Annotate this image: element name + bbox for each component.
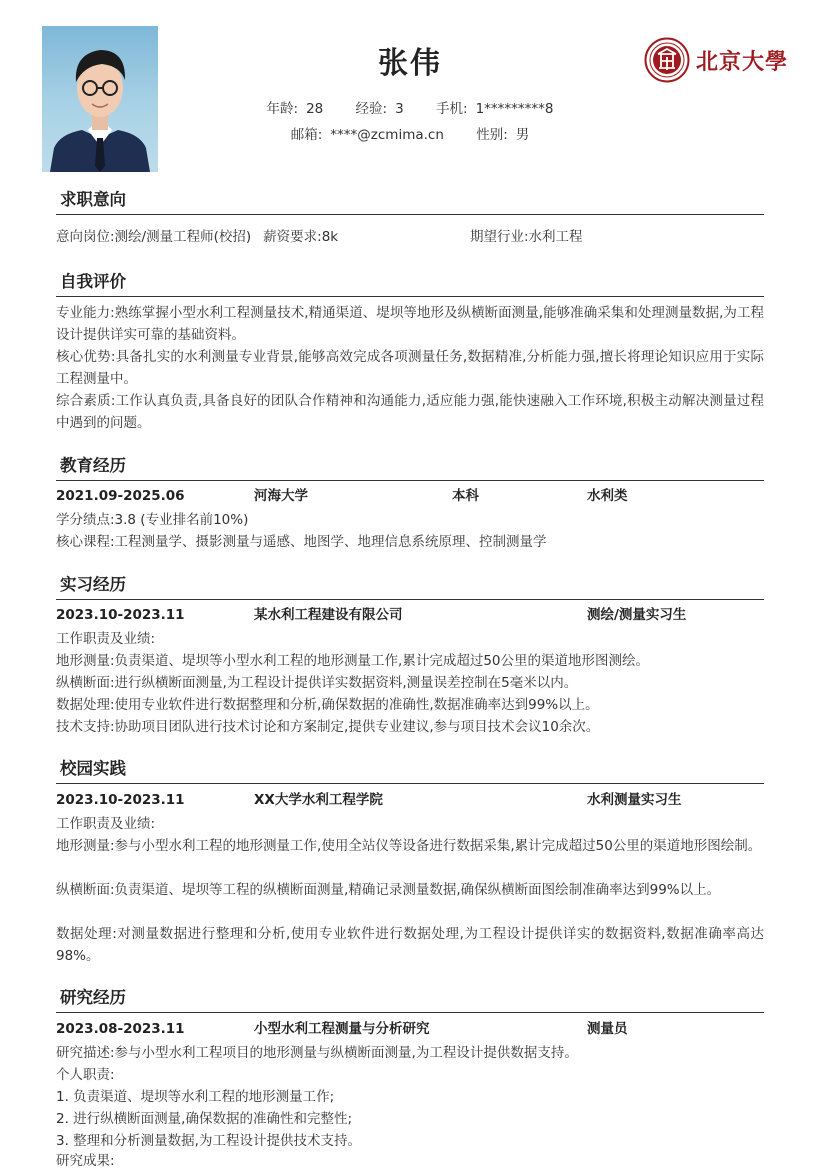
education-school: 河海大学 <box>254 488 308 504</box>
email-value: ****@zcmima.cn <box>330 127 444 143</box>
section-title-internship: 实习经历 <box>56 573 764 600</box>
campus-header-row <box>56 789 764 811</box>
intent-salary: 薪资要求:8k <box>263 229 339 245</box>
self-eval-paragraph: 综合素质:工作认真负责,具备良好的团队合作精神和沟通能力,适应能力强,能快速融入工作环境,积极主动解决测量过程中遇到的问题。 <box>56 393 764 431</box>
research-line: 3. 整理和分析测量数据,为工程设计提供技术支持。 <box>56 1133 361 1149</box>
research-header-row <box>56 1018 764 1040</box>
intent-line <box>56 226 764 248</box>
gender-label: 性别: <box>476 127 508 143</box>
experience-label: 经验: <box>355 101 388 117</box>
campus-line: 数据处理:对测量数据进行整理和分析,使用专业软件进行数据处理,为工程设计提供详实的数据资料,数据准确率高达98%。 <box>56 926 764 964</box>
research-line: 2. 进行纵横断面测量,确保数据的准确性和完整性; <box>56 1111 353 1127</box>
research-line: 研究描述:参与小型水利工程项目的地形测量与纵横断面测量,为工程设计提供数据支持。 <box>56 1045 578 1061</box>
education-line: 学分绩点:3.8 (专业排名前10%) <box>56 512 249 528</box>
candidate-name: 张伟 <box>378 46 442 81</box>
education-major: 水利类 <box>587 488 628 504</box>
campus-line: 工作职责及业绩: <box>56 816 156 832</box>
internship-line: 地形测量:负责渠道、堤坝等小型水利工程的地形测量工作,累计完成超过50公里的渠道地形图测绘。 <box>56 653 650 669</box>
campus-org: XX大学水利工程学院 <box>254 792 383 808</box>
research-project: 小型水利工程测量与分析研究 <box>254 1021 430 1037</box>
self-eval-paragraph: 专业能力:熟练掌握小型水利工程测量技术,精通渠道、堤坝等地形及纵横断面测量,能够准确采集和处理测量数据,为工程设计提供详实可靠的基础资料。 <box>56 305 764 343</box>
education-degree: 本科 <box>452 488 479 504</box>
internship-line: 技术支持:协助项目团队进行技术讨论和方案制定,提供专业建议,参与项目技术会议10余次。 <box>56 719 600 735</box>
education-period: 2021.09-2025.06 <box>56 488 185 504</box>
basic-info-row-2 <box>150 123 670 143</box>
section-title-self-eval: 自我评价 <box>56 270 764 297</box>
self-eval-paragraph: 核心优势:具备扎实的水利测量专业背景,能够高效完成各项测量任务,数据精准,分析能力强,擅长将理论知识应用于实际工程测量中。 <box>56 349 764 387</box>
research-line: 研究成果: <box>56 1153 115 1169</box>
university-logo <box>644 36 794 84</box>
basic-info-row-1 <box>150 97 670 117</box>
internship-header-row <box>56 604 764 626</box>
internship-line: 数据处理:使用专业软件进行数据整理和分析,确保数据的准确性,数据准确率达到99%以上。 <box>56 697 599 713</box>
internship-company: 某水利工程建设有限公司 <box>254 607 403 623</box>
intent-industry: 期望行业:水利工程 <box>470 229 583 245</box>
research-role: 测量员 <box>587 1021 628 1037</box>
gender-value: 男 <box>515 127 530 143</box>
section-title-education: 教育经历 <box>56 454 764 481</box>
section-title-intent: 求职意向 <box>56 188 764 215</box>
section-title-research: 研究经历 <box>56 986 764 1013</box>
campus-period: 2023.10-2023.11 <box>56 792 185 808</box>
research-period: 2023.08-2023.11 <box>56 1021 185 1037</box>
age-value: 28 <box>306 101 324 117</box>
phone-value: 1*********8 <box>475 101 554 117</box>
internship-line: 纵横断面:进行纵横断面测量,为工程设计提供详实数据资料,测量误差控制在5毫米以内。 <box>56 675 578 691</box>
intent-position: 意向岗位:测绘/测量工程师(校招) <box>56 229 252 245</box>
education-header-row <box>56 485 764 507</box>
university-logo-text: 北京大學 <box>696 48 789 75</box>
experience-value: 3 <box>395 101 404 117</box>
section-title-campus: 校园实践 <box>56 757 764 784</box>
email-label: 邮箱: <box>290 127 323 143</box>
internship-line: 工作职责及业绩: <box>56 631 156 647</box>
research-line: 个人职责: <box>56 1067 115 1083</box>
phone-label: 手机: <box>436 101 468 117</box>
campus-role: 水利测量实习生 <box>587 792 682 808</box>
campus-line: 地形测量:参与小型水利工程的地形测量工作,使用全站仪等设备进行数据采集,累计完成超过50公里的渠道地形图绘制。 <box>56 838 762 854</box>
internship-period: 2023.10-2023.11 <box>56 607 185 623</box>
research-line: 1. 负责渠道、堤坝等水利工程的地形测量工作; <box>56 1089 335 1105</box>
university-seal-icon <box>644 37 690 83</box>
campus-line: 纵横断面:负责渠道、堤坝等工程的纵横断面测量,精确记录测量数据,确保纵横断面图绘制准确率达到99%以上。 <box>56 882 721 898</box>
education-line: 核心课程:工程测量学、摄影测量与遥感、地图学、地理信息系统原理、控制测量学 <box>56 534 547 550</box>
internship-role: 测绘/测量实习生 <box>587 607 687 623</box>
age-label: 年龄: <box>266 101 299 117</box>
